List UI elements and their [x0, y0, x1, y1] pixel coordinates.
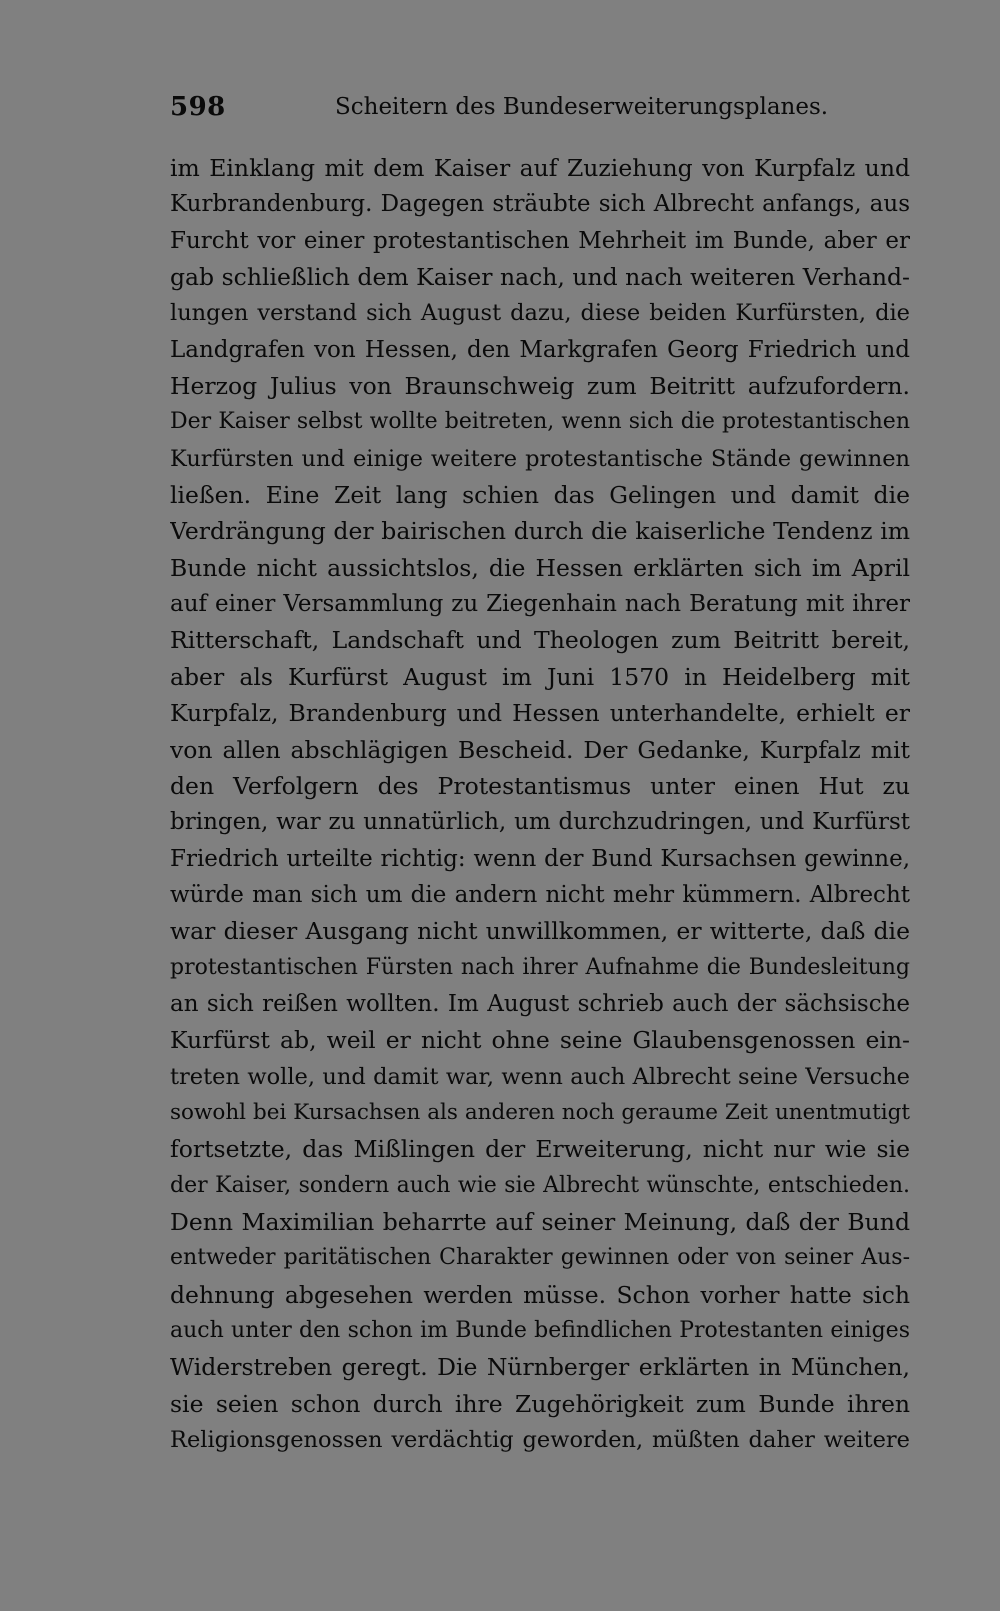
text-line: gab schließlich dem Kaiser nach, und nach weiteren Verhand-: [170, 263, 910, 292]
page-header: [170, 92, 910, 132]
text-line: auf einer Versammlung zu Ziegenhain nach Beratung mit ihrer: [170, 591, 910, 618]
text-line: fortsetzte, das Mißlingen der Erweiterung, nicht nur wie sie: [170, 1135, 910, 1164]
text-line: an sich reißen wollten. Im August schrieb auch der sächsische: [170, 990, 910, 1017]
body-text: [170, 150, 910, 1458]
text-line: Landgrafen von Hessen, den Markgrafen Georg Friedrich und: [170, 336, 910, 363]
text-line: Ritterschaft, Landschaft und Theologen zum Beitritt bereit,: [170, 626, 910, 655]
text-line: auch unter den schon im Bunde befindlichen Protestanten einiges: [170, 1318, 910, 1343]
running-title: Scheitern des Bundeserweiterungsplanes.: [335, 94, 829, 120]
page-number: 598: [170, 92, 226, 122]
text-line: von allen abschlägigen Bescheid. Der Gedanke, Kurpfalz mit: [170, 735, 910, 764]
text-line: würde man sich um die andern nicht mehr kümmern. Albrecht: [170, 881, 910, 908]
text-line: Widerstreben geregt. Die Nürnberger erklärten in München,: [170, 1353, 910, 1382]
text-line: dehnung abgesehen werden müsse. Schon vorher hatte sich: [170, 1280, 910, 1309]
text-line: sowohl bei Kursachsen als anderen noch geraume Zeit unentmutigt: [170, 1099, 910, 1125]
text-line: Friedrich urteilte richtig: wenn der Bund Kursachsen gewinne,: [170, 845, 910, 872]
text-line: sie seien schon durch ihre Zugehörigkeit zum Bunde ihren: [170, 1389, 910, 1418]
text-line: Kurfürsten und einige weitere protestantische Stände gewinnen: [170, 445, 910, 472]
text-line: den Verfolgern des Protestantismus unter einen Hut zu: [170, 771, 910, 800]
text-line: entweder paritätischen Charakter gewinnen oder von seiner Aus-: [170, 1245, 910, 1271]
text-line: aber als Kurfürst August im Juni 1570 in Heidelberg mit: [170, 662, 910, 691]
text-line: Kurpfalz, Brandenburg und Hessen unterhandelte, erhielt er: [170, 699, 910, 728]
text-line: Furcht vor einer protestantischen Mehrheit im Bunde, aber er: [170, 227, 910, 254]
text-line: treten wolle, und damit war, wenn auch Albrecht seine Versuche: [170, 1063, 910, 1090]
text-line: protestantischen Fürsten nach ihrer Aufnahme die Bundesleitung: [170, 954, 910, 980]
text-line: Bunde nicht aussichtslos, die Hessen erklärten sich im April: [170, 553, 910, 582]
text-line: Kurbrandenburg. Dagegen sträubte sich Albrecht anfangs, aus: [170, 191, 910, 218]
text-line: Kurfürst ab, weil er nicht ohne seine Glaubensgenossen ein-: [170, 1026, 910, 1055]
text-line: lungen verstand sich August dazu, diese beiden Kurfürsten, die: [170, 300, 910, 327]
text-line: Herzog Julius von Braunschweig zum Beitritt aufzufordern.: [170, 372, 910, 401]
text-line: im Einklang mit dem Kaiser auf Zuziehung von Kurpfalz und: [170, 154, 910, 182]
text-line: bringen, war zu unnatürlich, um durchzudringen, und Kurfürst: [170, 809, 910, 836]
text-line: war dieser Ausgang nicht unwillkommen, er witterte, daß die: [170, 917, 910, 946]
text-line: ließen. Eine Zeit lang schien das Gelingen und damit die: [170, 481, 910, 510]
text-line: der Kaiser, sondern auch wie sie Albrecht wünschte, entschieden.: [170, 1172, 910, 1198]
text-line: Denn Maximilian beharrte auf seiner Meinung, daß der Bund: [170, 1207, 910, 1236]
text-line: Religionsgenossen verdächtig geworden, müßten daher weitere: [170, 1427, 910, 1454]
text-line: Verdrängung der bairischen durch die kaiserliche Tendenz im: [170, 517, 910, 546]
text-line: Der Kaiser selbst wollte beitreten, wenn sich die protestantischen: [170, 409, 910, 435]
